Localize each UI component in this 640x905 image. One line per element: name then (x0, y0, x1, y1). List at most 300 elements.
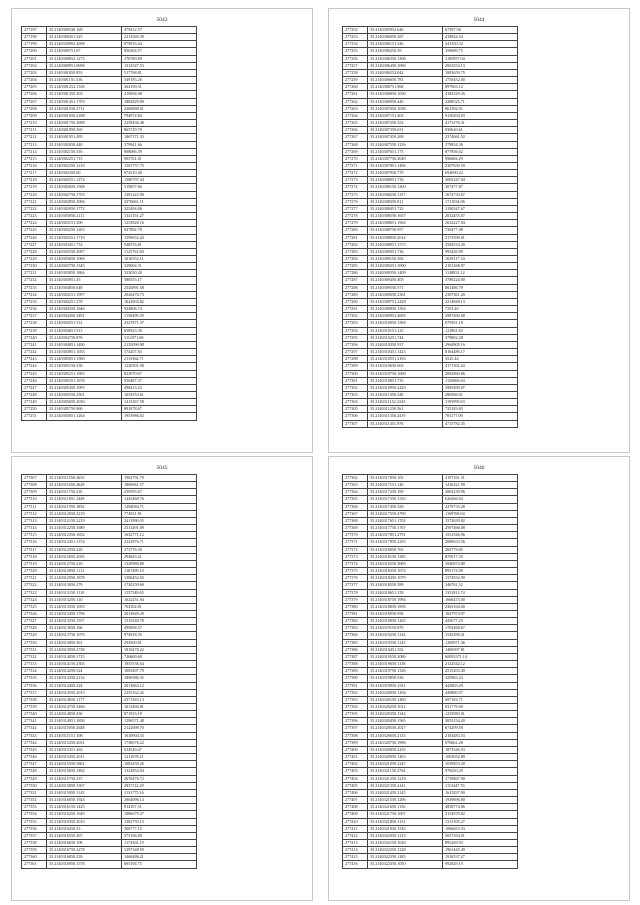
row-value-cell: 294560.81 (122, 639, 197, 646)
table-row (343, 127, 518, 134)
row-value-cell: 1720259.60 (122, 582, 197, 589)
row-code-cell: 35.2140302150.316 (47, 148, 122, 155)
row-id-cell: 277351 (22, 789, 47, 796)
row-code-cell: 35.2140311851.1448 (47, 496, 122, 503)
row-id-cell: 277220 (22, 191, 47, 198)
row-id-cell: 277214 (22, 148, 47, 155)
row-code-cell: 35.2140319451.352 (368, 646, 443, 653)
row-id-cell: 277378 (343, 589, 368, 596)
row-code-cell: 35.2140315850.1307 (47, 782, 122, 789)
row-id-cell: 277312 (22, 510, 47, 517)
table-row (343, 256, 518, 263)
row-value-cell: 1545290.41 (443, 632, 518, 639)
data-table (21, 474, 197, 869)
row-id-cell: 277210 (22, 120, 47, 127)
row-code-cell: 35.2140310050.1569 (368, 320, 443, 327)
table-row (343, 399, 518, 406)
row-code-cell: 35.2140312750.218 (47, 560, 122, 567)
table-row (22, 277, 197, 284)
row-code-cell: 35.2140312250.1689 (47, 525, 122, 532)
row-value-cell: 1296571.48 (122, 718, 197, 725)
row-value-cell: 294843.21 (122, 553, 197, 560)
row-value-cell: 375166.80 (122, 832, 197, 839)
row-value-cell: 2032455.67 (443, 213, 518, 220)
row-value-cell: 1873546.53 (443, 746, 518, 753)
row-value-cell: 1313395.27 (443, 818, 518, 825)
row-code-cell: 35.2140301151.316 (47, 77, 122, 84)
row-code-cell: 35.2140314250.524 (47, 668, 122, 675)
row-code-cell: 35.2140303050.2111 (47, 213, 122, 220)
table-row (343, 782, 518, 789)
row-code-cell: 35.2140306950.440 (368, 98, 443, 105)
table-row (343, 205, 518, 212)
row-id-cell: 277253 (343, 34, 368, 41)
table-row (22, 582, 197, 589)
row-id-cell: 277344 (22, 739, 47, 746)
row-value-cell: 702502.81 (122, 603, 197, 610)
row-value-cell: 970250.29 (443, 768, 518, 775)
row-id-cell: 277387 (343, 653, 368, 660)
table-row (343, 27, 518, 34)
table-row (343, 589, 518, 596)
row-code-cell: 35.2140315450.2011 (47, 754, 122, 761)
row-id-cell: 277287 (343, 277, 368, 284)
table-row (343, 162, 518, 169)
table-row (343, 177, 518, 184)
table-row (343, 134, 518, 141)
table-row (22, 632, 197, 639)
table-row (22, 363, 197, 370)
table-row (343, 34, 518, 41)
row-id-cell: 277274 (343, 184, 368, 191)
row-id-cell: 277413 (343, 839, 368, 846)
row-id-cell: 277264 (343, 112, 368, 119)
row-value-cell: 1063052.89 (443, 754, 518, 761)
row-code-cell: 35.2140316650.108 (47, 839, 122, 846)
table-row (343, 241, 518, 248)
page-5046 (328, 456, 630, 901)
row-code-cell: 35.2140312650.2035 (47, 553, 122, 560)
row-code-cell: 35.2140308550.1657 (368, 213, 443, 220)
row-id-cell: 277222 (22, 205, 47, 212)
row-id-cell: 277285 (343, 263, 368, 270)
row-code-cell: 35.2140313350.1055 (47, 603, 122, 610)
row-id-cell: 277203 (22, 69, 47, 76)
row-value-cell: 1300452.65 (122, 575, 197, 582)
table-row (22, 184, 197, 191)
table-row (22, 406, 197, 413)
table-row (343, 603, 518, 610)
row-id-cell: 277328 (22, 625, 47, 632)
row-code-cell: 35.2140307750.2049 (368, 155, 443, 162)
row-code-cell: 35.2140320250.1012 (368, 704, 443, 711)
row-id-cell: 277331 (22, 646, 47, 653)
row-value-cell: 1847974.97 (443, 610, 518, 617)
row-value-cell: 1381222.96 (122, 191, 197, 198)
row-id-cell: 277365 (343, 496, 368, 503)
row-code-cell: 35.2140312350.1652 (47, 532, 122, 539)
row-value-cell: 2279735.28 (443, 503, 518, 510)
row-id-cell: 277254 (343, 41, 368, 48)
row-id-cell: 277340 (22, 711, 47, 718)
row-id-cell: 277233 (22, 284, 47, 291)
row-id-cell: 277200 (22, 48, 47, 55)
table-row (22, 482, 197, 489)
row-id-cell: 277316 (22, 539, 47, 546)
row-id-cell: 277386 (343, 646, 368, 653)
row-value-cell: 1599652.43 (122, 234, 197, 241)
row-value-cell: 1531546.96 (443, 532, 518, 539)
row-value-cell: 1341351.27 (122, 213, 197, 220)
row-id-cell: 277213 (22, 141, 47, 148)
table-row (22, 162, 197, 169)
row-id-cell: 277324 (22, 596, 47, 603)
table-row (22, 298, 197, 305)
row-code-cell: 35.2140317750.1767 (368, 525, 443, 532)
row-id-cell: 277349 (22, 775, 47, 782)
row-code-cell: 35.2140300852.1273 (47, 55, 122, 62)
row-value-cell: 1113447.76 (443, 782, 518, 789)
row-code-cell: 35.2140313150.1110 (47, 589, 122, 596)
row-code-cell: 35.2140315750.337 (47, 775, 122, 782)
row-value-cell: 2115364.71 (122, 356, 197, 363)
row-value-cell: 2064096.14 (122, 797, 197, 804)
table-row (343, 482, 518, 489)
row-id-cell: 277347 (22, 761, 47, 768)
row-id-cell: 277315 (22, 532, 47, 539)
row-id-cell: 277289 (343, 291, 368, 298)
row-id-cell: 277240 (22, 334, 47, 341)
table-row (22, 391, 197, 398)
row-value-cell: 1460486.21 (122, 854, 197, 861)
row-value-cell: 574207.83 (122, 349, 197, 356)
row-code-cell: 35.2140318651.159 (368, 589, 443, 596)
row-value-cell: 726600.60 (122, 653, 197, 660)
table-row (343, 170, 518, 177)
table-row (22, 503, 197, 510)
row-value-cell: 879916.44 (122, 41, 197, 48)
row-code-cell: 35.2140322050.1215 (368, 832, 443, 839)
table-row (343, 234, 518, 241)
row-code-cell: 35.2140316250.1649 (47, 811, 122, 818)
row-value-cell: 1148831.12 (443, 270, 518, 277)
row-value-cell: 60093371.14 (443, 653, 518, 660)
row-value-cell: 948576.81 (122, 241, 197, 248)
row-value-cell: 1750452.00 (443, 77, 518, 84)
table-row (343, 854, 518, 861)
row-id-cell: 277280 (343, 227, 368, 234)
row-id-cell: 277244 (22, 363, 47, 370)
row-id-cell: 277276 (343, 198, 368, 205)
row-code-cell: 35.2140305351.1678 (47, 377, 122, 384)
row-value-cell: 329004.31 (122, 263, 197, 270)
table-row (343, 413, 518, 420)
table-row (343, 91, 518, 98)
row-id-cell: 277207 (22, 98, 47, 105)
row-id-cell: 277337 (22, 689, 47, 696)
row-code-cell: 35.2140316350.2010 (47, 818, 122, 825)
table-row (22, 41, 197, 48)
row-id-cell: 277305 (343, 406, 368, 413)
row-value-cell: 1086679.27 (122, 811, 197, 818)
row-value-cell: 2515203.49 (443, 668, 518, 675)
page-5043 (11, 8, 313, 453)
table-row (343, 839, 518, 846)
row-value-cell: 4171102.44 (443, 363, 518, 370)
row-id-cell: 277382 (343, 618, 368, 625)
row-code-cell: 35.2140316450.53 (47, 825, 122, 832)
row-id-cell: 277322 (22, 582, 47, 589)
row-value-cell: 1666475.00 (443, 596, 518, 603)
table-row (22, 141, 197, 148)
row-id-cell: 277314 (22, 525, 47, 532)
row-value-cell: 1066653.33 (443, 825, 518, 832)
row-id-cell: 277414 (343, 847, 368, 854)
row-code-cell: 35.2140305952.646 (368, 27, 443, 34)
row-id-cell: 277395 (343, 711, 368, 718)
row-code-cell: 35.2140315250.2031 (47, 739, 122, 746)
row-value-cell: 794974.84 (122, 112, 197, 119)
row-value-cell: 241350.32 (443, 41, 518, 48)
table-row (22, 377, 197, 384)
row-code-cell: 35.2140306151.546 (368, 41, 443, 48)
row-id-cell: 277412 (343, 832, 368, 839)
row-code-cell: 35.2140320550.2027 (368, 725, 443, 732)
table-row (22, 84, 197, 91)
row-code-cell: 35.2140321750.1007 (368, 811, 443, 818)
row-code-cell: 35.2140301750.2698 (47, 120, 122, 127)
row-value-cell: 1674733.67 (443, 191, 518, 198)
table-row (22, 127, 197, 134)
row-code-cell: 35.2140322350.1285 (368, 854, 443, 861)
table-row (22, 704, 197, 711)
row-id-cell: 277320 (22, 568, 47, 575)
row-code-cell: 35.2140319250.1144 (368, 632, 443, 639)
row-code-cell: 35.2140303151.300 (47, 220, 122, 227)
table-row (343, 320, 518, 327)
row-value-cell: 781177.09 (443, 413, 518, 420)
row-code-cell: 35.2140313550.1557 (47, 618, 122, 625)
row-value-cell: 674310.40 (122, 170, 197, 177)
row-code-cell: 35.2140318050.765 (368, 546, 443, 553)
table-row (343, 582, 518, 589)
row-value-cell: 1297348.59 (122, 847, 197, 854)
row-value-cell: 1374932.90 (443, 575, 518, 582)
row-id-cell: 277366 (343, 503, 368, 510)
table-row (343, 284, 518, 291)
row-id-cell: 277298 (343, 356, 368, 363)
row-id-cell: 277323 (22, 589, 47, 596)
row-value-cell: 1494084.71 (122, 503, 197, 510)
row-code-cell: 35.2140307151.403 (368, 112, 443, 119)
row-id-cell: 277372 (343, 546, 368, 553)
row-id-cell: 277290 (343, 298, 368, 305)
table-row (343, 475, 518, 482)
row-id-cell: 277231 (22, 270, 47, 277)
row-value-cell: 269778.85 (443, 546, 518, 553)
table-row (22, 804, 197, 811)
row-id-cell: 277375 (343, 568, 368, 575)
row-value-cell: 121861.65 (443, 327, 518, 334)
row-id-cell: 277307 (343, 420, 368, 427)
row-id-cell: 277255 (343, 48, 368, 55)
table-row (343, 575, 518, 582)
row-code-cell: 35.2140318150.1385 (368, 553, 443, 560)
row-id-cell: 277268 (343, 141, 368, 148)
row-id-cell: 277257 (343, 62, 368, 69)
row-value-cell: 2837112.29 (122, 782, 197, 789)
data-table (21, 26, 197, 421)
row-value-cell: 1111971.68 (122, 334, 197, 341)
row-id-cell: 277219 (22, 184, 47, 191)
row-value-cell: 2964905.16 (443, 341, 518, 348)
row-code-cell: 35.2140306450.1069 (368, 62, 443, 69)
row-id-cell: 277304 (343, 399, 368, 406)
row-code-cell: 35.2140311950.1892 (47, 503, 122, 510)
row-id-cell: 277369 (343, 525, 368, 532)
row-code-cell: 35.2140302850.2006 (47, 198, 122, 205)
row-value-cell: 1469397.81 (443, 646, 518, 653)
row-code-cell: 35.2140304450.3491 (47, 313, 122, 320)
row-code-cell: 35.2140318350.1674 (368, 568, 443, 575)
row-id-cell: 277267 (343, 134, 368, 141)
table-row (22, 639, 197, 646)
row-value-cell: 2063554.13 (443, 62, 518, 69)
row-id-cell: 277388 (343, 661, 368, 668)
row-value-cell: 364190.31 (122, 84, 197, 91)
row-id-cell: 277396 (343, 718, 368, 725)
row-id-cell: 277258 (343, 69, 368, 76)
row-code-cell: 35.2140311550.2653 (47, 475, 122, 482)
row-code-cell: 35.2140304651.913 (47, 327, 122, 334)
row-value-cell: 499068.57 (122, 625, 197, 632)
row-id-cell: 277408 (343, 804, 368, 811)
table-row (343, 610, 518, 617)
row-value-cell: 974918.35 (122, 632, 197, 639)
row-code-cell: 35.2140303351.1719 (47, 234, 122, 241)
row-code-cell: 35.2140306650.781 (368, 77, 443, 84)
row-code-cell: 35.2140302950.1772 (47, 205, 122, 212)
table-row (343, 277, 518, 284)
row-id-cell: 277313 (22, 517, 47, 524)
row-id-cell: 277311 (22, 503, 47, 510)
row-code-cell: 35.2140305650.2030 (47, 399, 122, 406)
row-value-cell: 1193995.63 (443, 399, 518, 406)
table-row (22, 69, 197, 76)
table-row (343, 370, 518, 377)
table-row (22, 334, 197, 341)
row-id-cell: 277235 (22, 298, 47, 305)
table-row (22, 148, 197, 155)
table-row (343, 739, 518, 746)
row-id-cell: 277370 (343, 532, 368, 539)
table-row (22, 675, 197, 682)
row-id-cell: 277209 (22, 112, 47, 119)
table-row (343, 148, 518, 155)
table-row (22, 291, 197, 298)
row-id-cell: 277379 (343, 596, 368, 603)
row-code-cell: 35.2140317450.350 (368, 503, 443, 510)
table-row (343, 653, 518, 660)
row-value-cell: 1211679.21 (122, 754, 197, 761)
row-code-cell: 35.2140321250.1218 (368, 775, 443, 782)
row-code-cell: 35.2140305251.1905 (47, 370, 122, 377)
table-row (22, 854, 197, 861)
row-id-cell: 277261 (343, 91, 368, 98)
row-code-cell: 35.2140306250.39 (368, 48, 443, 55)
row-id-cell: 277334 (22, 668, 47, 675)
row-value-cell: 379854.36 (443, 141, 518, 148)
table-row (22, 399, 197, 406)
row-id-cell: 277398 (343, 732, 368, 739)
table-row (343, 510, 518, 517)
row-id-cell: 277236 (22, 306, 47, 313)
table-row (343, 84, 518, 91)
row-value-cell: 1896586.35 (122, 675, 197, 682)
row-value-cell: 861592.01 (443, 105, 518, 112)
table-row (22, 384, 197, 391)
row-code-cell: 35.2140304951.1053 (47, 349, 122, 356)
row-value-cell: 634549.47 (122, 746, 197, 753)
row-value-cell: 730477.08 (443, 227, 518, 234)
row-code-cell: 35.2140305450.1095 (47, 384, 122, 391)
row-value-cell: 895174.09 (443, 568, 518, 575)
row-value-cell: 2013864.12 (122, 682, 197, 689)
table-row (343, 682, 518, 689)
row-id-cell: 277279 (343, 220, 368, 227)
table-row (343, 220, 518, 227)
row-value-cell: 694690.22 (443, 170, 518, 177)
table-row (343, 675, 518, 682)
row-value-cell: 3985499.07 (443, 384, 518, 391)
row-value-cell: 3525.44 (443, 356, 518, 363)
row-value-cell: 346761.52 (443, 582, 518, 589)
table-row (22, 413, 197, 420)
row-id-cell: 277265 (343, 120, 368, 127)
row-code-cell: 35.2140316750.2278 (47, 847, 122, 854)
row-value-cell: 1137549.65 (122, 589, 197, 596)
row-code-cell: 35.2140303951.45 (47, 277, 122, 284)
row-code-cell: 35.2140313450.1796 (47, 610, 122, 617)
row-id-cell: 277410 (343, 818, 368, 825)
row-value-cell: 1082450.26 (122, 761, 197, 768)
row-id-cell: 277303 (343, 391, 368, 398)
row-id-cell: 277354 (22, 811, 47, 818)
row-value-cell: 1416221.99 (443, 482, 518, 489)
table-row (343, 539, 518, 546)
row-value-cell: 2259436.48 (122, 120, 197, 127)
row-id-cell: 277356 (22, 825, 47, 832)
row-value-cell: 1158499.39 (122, 313, 197, 320)
row-id-cell: 277367 (343, 510, 368, 517)
row-id-cell: 277307 (22, 475, 47, 482)
row-value-cell: 2063239.96 (443, 489, 518, 496)
table-row (343, 553, 518, 560)
row-id-cell: 277297 (343, 349, 368, 356)
row-code-cell: 35.2140317550.4790 (368, 510, 443, 517)
table-row (343, 306, 518, 313)
table-row (22, 575, 197, 582)
row-id-cell: 277251 (22, 413, 47, 420)
table-row (22, 517, 197, 524)
row-code-cell: 35.2140305150.238 (47, 363, 122, 370)
table-row (343, 384, 518, 391)
table-row (343, 625, 518, 632)
row-value-cell: 2307361.20 (443, 291, 518, 298)
row-value-cell: 1846874.80 (443, 560, 518, 567)
table-row (22, 98, 197, 105)
row-code-cell: 35.2140313050.279 (47, 582, 122, 589)
